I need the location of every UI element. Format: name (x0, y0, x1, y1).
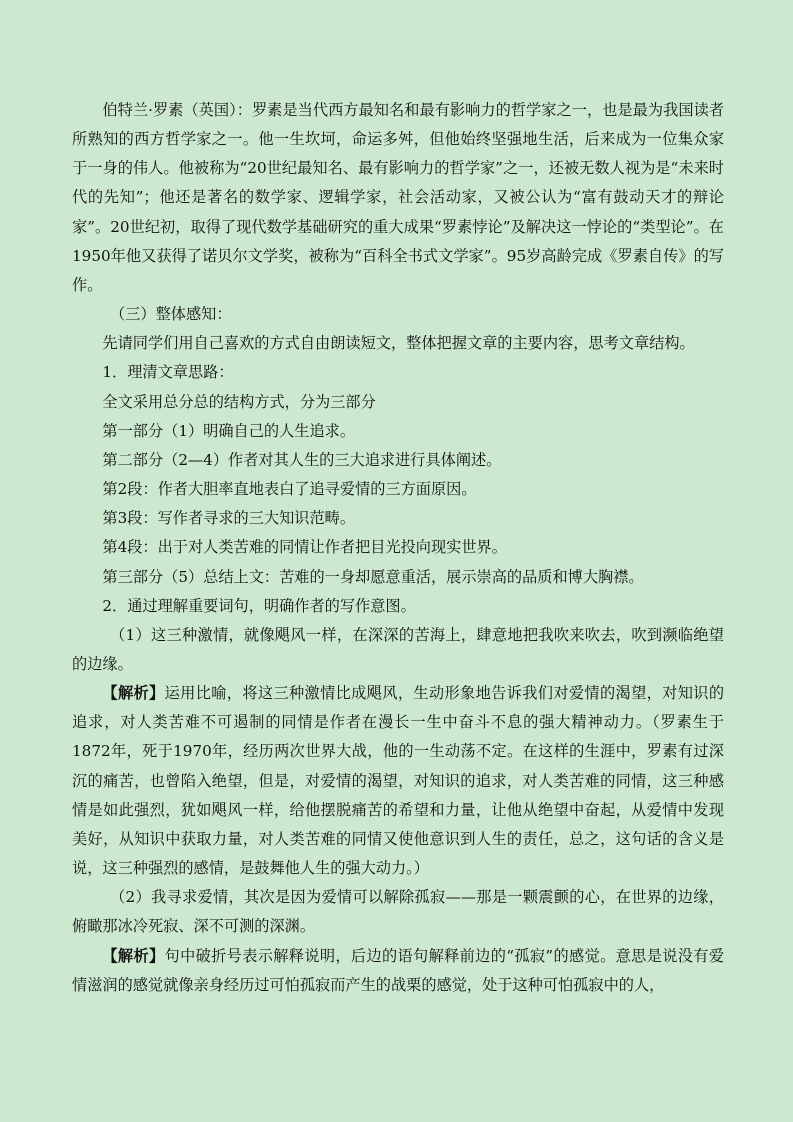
question2-text: （2）我寻求爱情，其次是因为爱情可以解除孤寂——那是一颗震颤的心，在世界的边缘，俯瞰那冰冷死寂、深不可测的深渊。 (72, 888, 724, 936)
part1-line: 第一部分（1）明确自己的人生追求。 (102, 421, 356, 440)
document-page (72, 96, 724, 1000)
structure-summary: 全文采用总分总的结构方式，分为三部分 (102, 392, 376, 411)
paragraph2-line: 第2段：作者大胆率直地表白了追寻爱情的三方面原因。 (102, 480, 477, 499)
author-intro-paragraph: 伯特兰·罗素（英国）：罗素是当代西方最知名和最有影响力的哲学家之一，也是最为我国读者所熟知的西方哲学家之一。他一生坎坷，命运多舛，但他始终坚强地生活，后来成为一位集众家于一身的伟人。他被称为“20世纪最知名、最有影响力的哲学家”之一，还被无数人视为是“未来时代的先知”；他还是著名的数学家、逻辑学家，社会活动家，又被公认为“富有鼓动天才的辩论家”。20世纪初，取得了现代数学基础研究的重大成果“罗素悖论”及解决这一悖论的“类型论”。在1950年他又获得了诺贝尔文学奖，被称为“百科全书式文学家”。95岁高龄完成《罗素自传》的写作。 (72, 101, 724, 294)
section-heading-overall-perception: （三）整体感知： (110, 305, 232, 324)
question1-analysis (72, 679, 724, 883)
part3-line: 第三部分（5）总结上文：苦难的一身却愿意重活，展示崇高的品质和博大胸襟。 (102, 567, 644, 586)
analysis-text: 运用比喻，将这三种激情比成飓风，生动形象地告诉我们对爱情的渴望，对知识的追求，对人类苦难不可遏制的同情是作者在漫长一生中奋斗不息的强大精神动力。（罗素生于1872年，死于1970年，经历两次世界大战，他的一生动荡不定。在这样的生涯中，罗素有过深沉的痛苦，也曾陷入绝望，但是，对爱情的渴望，对知识的追求，对人类苦难的同情，这三种感情是如此强烈，犹如飓风一样，给他摆脱痛苦的希望和力量，让他从绝望中奋起，从爱情中发现美好，从知识中获取力量，对人类苦难的同情又使他意识到人生的责任，总之，这句话的含义是说，这三种强烈的感情，是鼓舞他人生的强大动力。） (72, 684, 725, 878)
paragraph4-line: 第4段：出于对人类苦难的同情让作者把目光投向现实世界。 (102, 538, 507, 557)
analysis-label: 【解析】 (102, 946, 165, 965)
item2-title: 2．通过理解重要词句，明确作者的写作意图。 (102, 596, 416, 615)
item1-title: 1．理清文章思路： (102, 363, 234, 382)
reading-instruction: 先请同学们用自己喜欢的方式自由朗读短文，整体把握文章的主要内容，思考文章结构。 (102, 334, 695, 353)
part2-line: 第二部分（2—4）作者对其人生的三大追求进行具体阐述。 (102, 450, 502, 469)
question1-text: （1）这三种激情，就像飓风一样，在深深的苦海上，肆意地把我吹来吹去，吹到濒临绝望的边缘。 (72, 625, 724, 673)
analysis-text: 句中破折号表示解释说明，后边的语句解释前边的“孤寂”的感觉。意思是说没有爱情滋润的感觉就像亲身经历过可怕孤寂而产生的战栗的感觉，处于这种可怕孤寂中的人， (72, 946, 725, 994)
question2-analysis (72, 942, 724, 1000)
analysis-label: 【解析】 (102, 684, 165, 703)
paragraph3-line: 第3段：写作者寻求的三大知识范畴。 (102, 509, 356, 528)
